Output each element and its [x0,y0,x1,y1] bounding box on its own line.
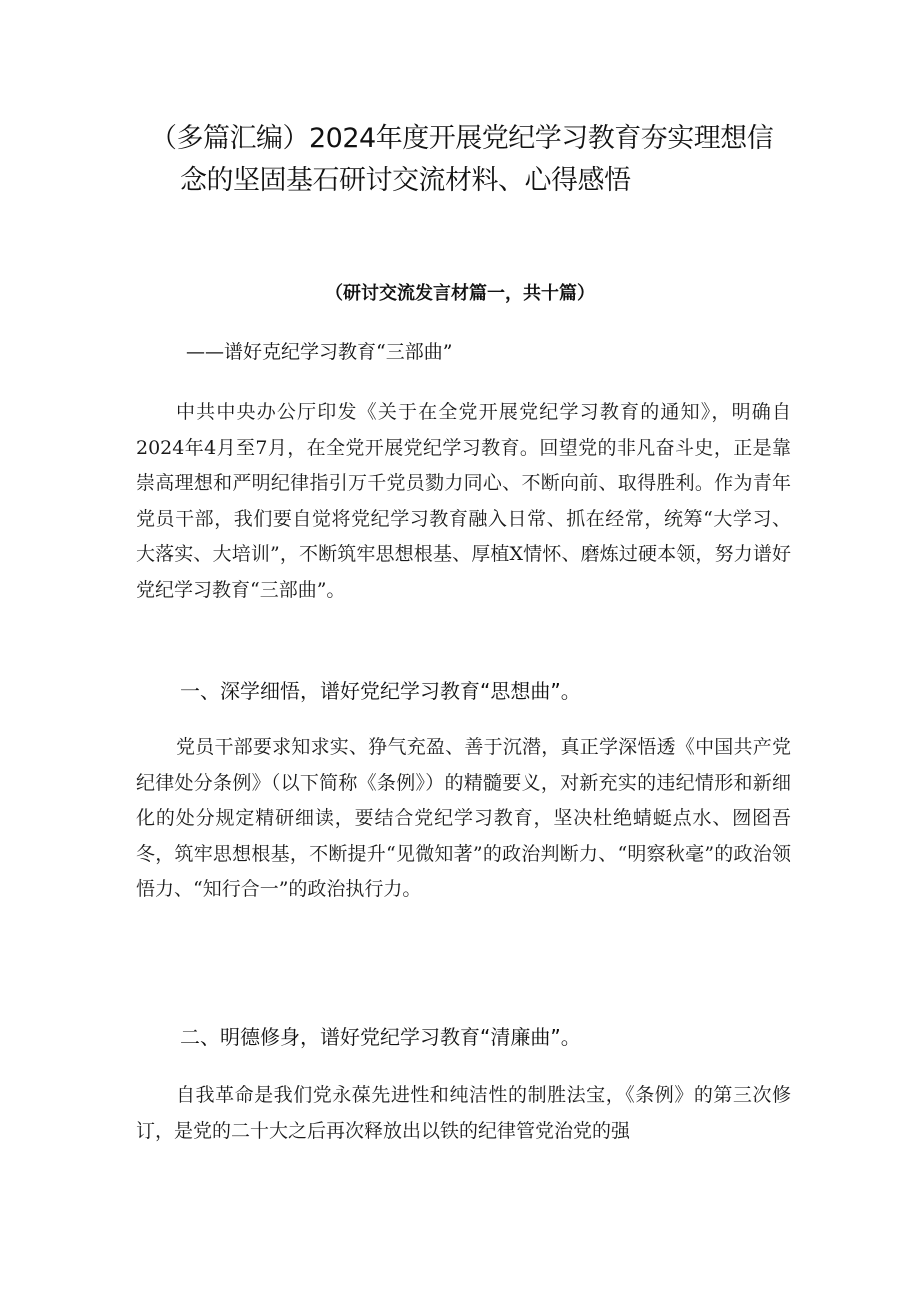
title-line-2: 念的坚固基石研讨交流材料、心得感悟 [180,165,631,196]
paragraph-section-1: 党员干部要求知求实、狰气充盈、善于沉潜，真正学深悟透《中国共产党纪律处分条例》（以下简称《条例》）的精髓要义，对新充实的违纪情形和新细化的处分规定精研细读，要结合党纪学习教育，坚决杜绝蜻蜓点水、囫囵吾冬，筑牢思想根基，不断提升“见微知著”的政治判断力、“明察秋毫”的政治领悟力、“知行合一”的政治执行力。 [136,736,791,900]
document-title [150,118,810,202]
paragraph-section-2: 自我革命是我们党永葆先进性和纯洁性的制胜法宝，《条例》的第三次修订，是党的二十大之后再次释放出以铁的纪律管党治党的强 [136,1084,791,1142]
title-line-1: （多篇汇编）2024年度开展党纪学习教育夯实理想信 [150,123,774,154]
section-heading-1: 一、深学细悟，谱好党纪学习教育“思想曲”。 [180,679,581,703]
sub-heading: ——谱好克纪学习教育“三部曲” [186,341,453,363]
paragraph-intro: 中共中央办公厅印发《关于在全党开展党纪学习教育的通知》，明确自2024年4月至7月，在全党开展党纪学习教育。回望党的非凡奋斗史，正是靠崇高理想和严明纪律指引万千党员勠力同心、不断向前、取得胜利。作为青年党员干部，我们要自觉将党纪学习教育融入日常、抓在经常，统筹“大学习、大落实、大培训”，不断筑牢思想根基、厚植X情怀、磨炼过硬本领，努力谱好党纪学习教育“三部曲”。 [136,401,791,601]
section-heading-2: 二、明德修身，谱好党纪学习教育“清廉曲”。 [180,1025,581,1049]
subtitle: （研讨交流发言材篇一，共十篇） [325,283,595,304]
